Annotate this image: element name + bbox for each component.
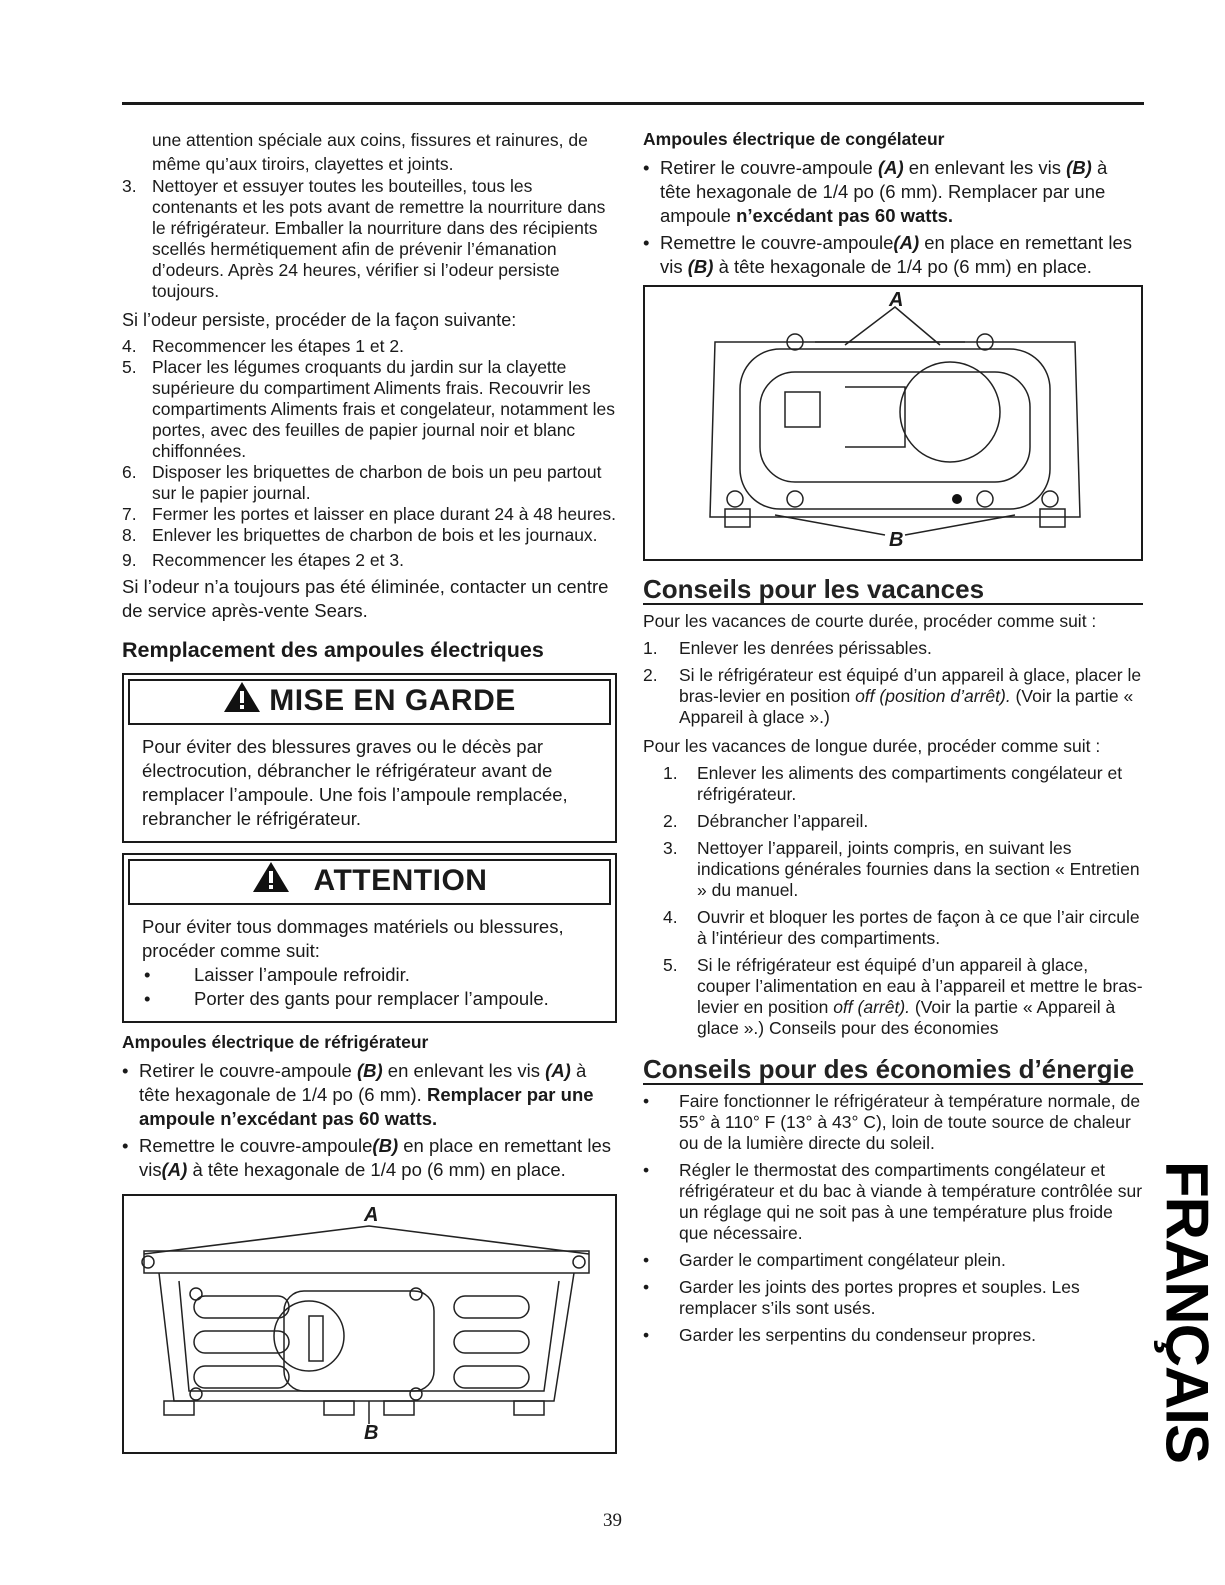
fridge-bulb-list	[122, 1059, 617, 1182]
list-item: • Remettre le couvre-ampoule(A) en place en remettant les vis (B) à tête hexagonale de 1/4 po (6 mm) en place.	[643, 232, 1132, 277]
language-side-tab: FRANÇAIS	[1153, 1161, 1221, 1463]
left-column	[122, 128, 617, 1454]
freezer-bulb-diagram	[645, 287, 1141, 555]
short-vacation-steps	[643, 638, 1143, 728]
page-number: 39	[603, 1510, 622, 1531]
freezer-bulb-list	[643, 156, 1143, 279]
list-item: • Garder le compartiment congélateur plein.	[643, 1250, 1006, 1270]
list-item: 7. Fermer les portes et laisser en place durant 24 à 48 heures.	[122, 504, 616, 524]
caution-title: ATTENTION	[313, 863, 488, 897]
figure-label-b: B	[364, 1422, 379, 1444]
list-item: 1. Enlever les denrées périssables.	[643, 638, 932, 658]
vacation-heading: Conseils pour les vacances	[643, 575, 1143, 605]
intro-continuation: une attention spéciale aux coins, fissures et rainures, de même qu’aux tiroirs, clayettes et joints.	[152, 130, 588, 174]
bulb-replacement-heading: Remplacement des ampoules électriques	[122, 638, 544, 662]
list-item: 4. Ouvrir et bloquer les portes de façon à ce que l’air circule à l’intérieur des compartiments.	[663, 907, 1140, 948]
caution-header	[128, 859, 611, 905]
caution-list	[142, 963, 597, 1011]
fridge-bulb-diagram	[124, 1196, 615, 1448]
list-item: • Régler le thermostat des compartiments congélateur et réfrigérateur et du bac à viande à température contrôlée sur un réglage qui ne soit pas à une température plus froide que nécessaire.	[643, 1160, 1143, 1243]
list-item: 6. Disposer les briquettes de charbon de bois un peu partout sur le papier journal.	[122, 462, 602, 503]
list-item: 8. Enlever les briquettes de charbon de bois et les journaux.	[122, 525, 598, 545]
list-item: • Retirer le couvre-ampoule (B) en enlevant les vis (A) à tête hexagonale de 1/4 po (6 mm). Remplacer par une ampoule n’excédant pas 60 watts.	[122, 1060, 594, 1129]
list-item: 3. Nettoyer l’appareil, joints compris, en suivant les indications générales fournies dans la section « Entretien » du manuel.	[663, 838, 1140, 900]
warning-title: MISE EN GARDE	[269, 683, 516, 717]
energy-list	[643, 1091, 1143, 1346]
list-item: 5. Placer les légumes croquants du jardin sur la clayette supérieure du compartiment Aliments frais. Recouvrir les compartiments Aliments frais et congelateur, notamment les portes, avec des feuilles de papier journal noir et blanc chiffonnées.	[122, 357, 615, 461]
odor-not-removed-text: Si l’odeur n’a toujours pas été éliminée, contacter un centre de service après-vente Sears.	[122, 576, 609, 621]
energy-heading: Conseils pour des économies d’énergie	[643, 1055, 1143, 1085]
caution-body	[124, 915, 615, 1011]
odor-steps	[122, 336, 617, 571]
figure-label-b: B	[889, 529, 904, 551]
list-item: • Garder les joints des portes propres et souples. Les remplacer s’ils sont usés.	[643, 1277, 1080, 1318]
list-item: • Faire fonctionner le réfrigérateur à température normale, de 55° à 110° F (13° à 43° C), loin de toute source de chaleur ou de la lumière directe du soleil.	[643, 1091, 1141, 1153]
caution-text: Pour éviter tous dommages matériels ou blessures, procéder comme suit:	[142, 916, 564, 961]
fridge-bulb-heading: Ampoules électrique de réfrigérateur	[122, 1032, 429, 1052]
figure-label-a: A	[889, 289, 904, 311]
warning-box	[122, 673, 617, 843]
list-item: 1. Enlever les aliments des compartiments congélateur et réfrigérateur.	[663, 763, 1123, 804]
fridge-bulb-figure	[122, 1194, 617, 1454]
warning-text: Pour éviter des blessures graves ou le décès par électrocution, débrancher le réfrigérateur avant de remplacer l’ampoule. Une fois l’ampoule remplacée, rebrancher le réfrigérateur.	[142, 736, 568, 829]
step-list-first	[122, 176, 617, 302]
right-column	[643, 128, 1143, 1349]
freezer-bulb-figure	[643, 285, 1143, 561]
odor-persist-text: Si l’odeur persiste, procéder de la façon suivante:	[122, 310, 517, 330]
list-item: • Porter des gants pour remplacer l’ampoule.	[144, 988, 549, 1009]
freezer-bulb-heading: Ampoules électrique de congélateur	[643, 129, 945, 149]
list-item: • Garder les serpentins du condenseur propres.	[643, 1325, 1037, 1345]
list-item: 9. Recommencer les étapes 2 et 3.	[122, 550, 404, 570]
long-vacation-steps	[643, 763, 1143, 1039]
list-item: • Remettre le couvre-ampoule(B) en place en remettant les vis(A) à tête hexagonale de 1/4 po (6 mm) en place.	[122, 1135, 611, 1180]
short-vacation-intro: Pour les vacances de courte durée, procéder comme suit :	[643, 611, 1097, 631]
figure-label-a: A	[364, 1204, 379, 1226]
list-item: 3. Nettoyer et essuyer toutes les bouteilles, tous les contenants et les pots avant de remettre la nourriture dans le réfrigérateur. Emballer la nourriture dans des récipients scellés hermétiquement afin de prévenir l’émanation d’odeurs. Après 24 heures, vérifier si l’odeur persiste toujours.	[122, 176, 606, 301]
list-item: 2. Si le réfrigérateur est équipé d’un appareil à glace, placer le bras-levier en position off (position d’arrêt). (Voir la partie « Appareil à glace ».)	[643, 665, 1142, 727]
warning-header	[128, 679, 611, 725]
list-item: 5. Si le réfrigérateur est équipé d’un appareil à glace, couper l’alimentation en eau à l’appareil et mettre le bras-levier en position off (arrêt). (Voir la partie « Appareil à glace ».) Conseils pour des économies	[663, 955, 1143, 1038]
caution-box	[122, 853, 617, 1023]
list-item: 4. Recommencer les étapes 1 et 2.	[122, 336, 404, 356]
long-vacation-intro: Pour les vacances de longue durée, procéder comme suit :	[643, 736, 1101, 756]
list-item: • Laisser l’ampoule refroidir.	[144, 964, 410, 985]
list-item: 2. Débrancher l’appareil.	[663, 811, 869, 831]
top-rule	[122, 102, 1144, 105]
list-item: • Retirer le couvre-ampoule (A) en enlevant les vis (B) à tête hexagonale de 1/4 po (6 mm). Remplacer par une ampoule n’excédant pas 60 watts.	[643, 157, 1108, 226]
caution-triangle-icon	[252, 861, 290, 903]
warning-triangle-icon	[223, 681, 261, 723]
